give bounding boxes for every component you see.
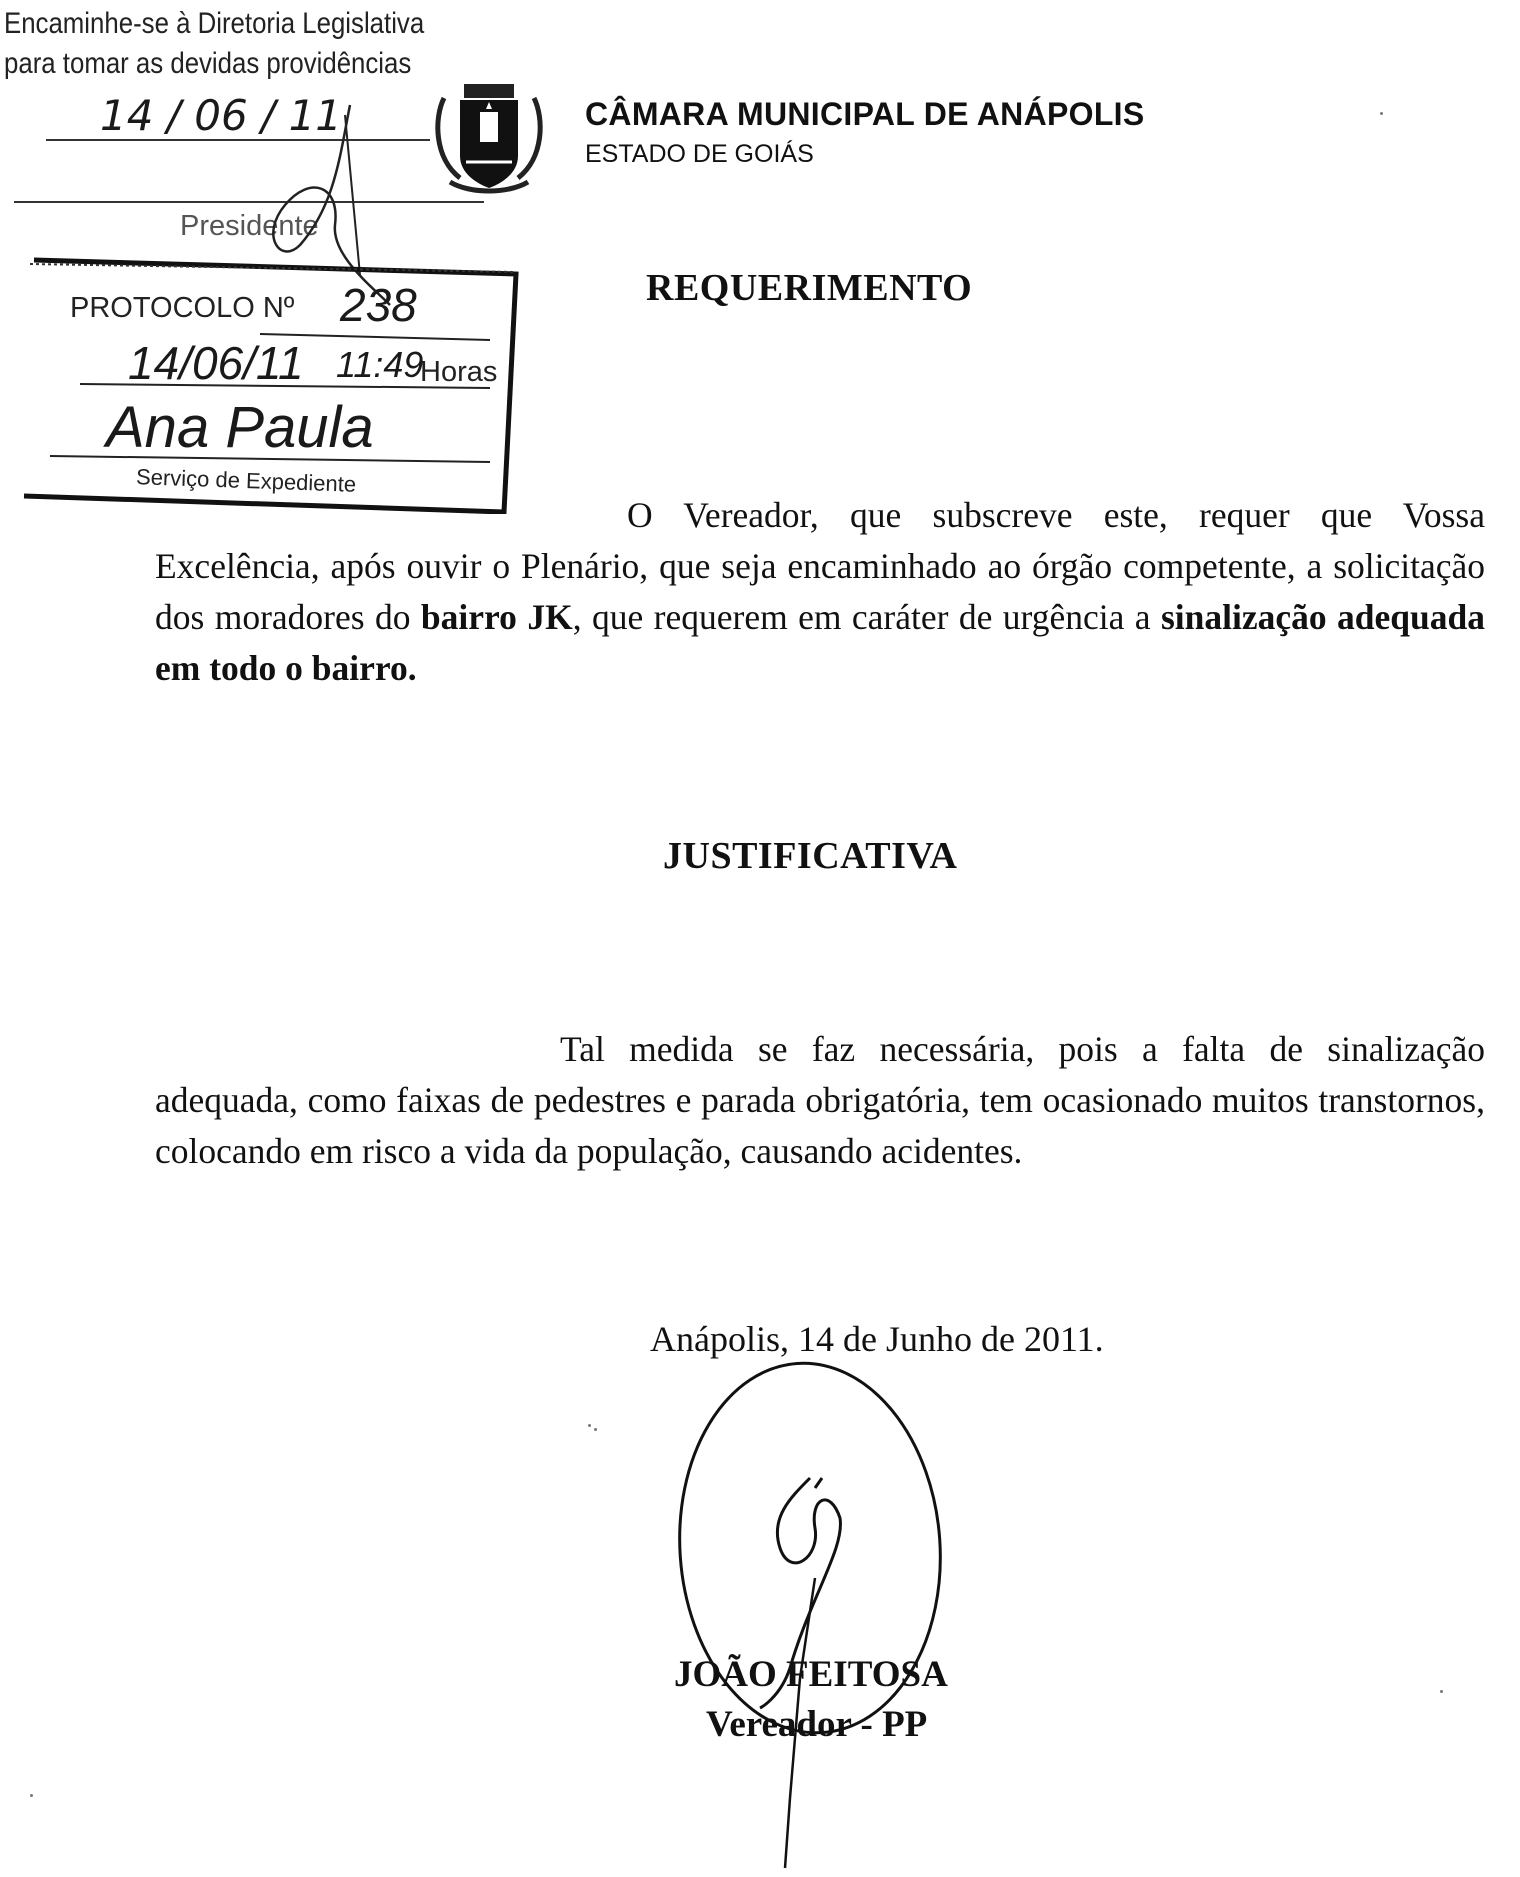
protocol-label: PROTOCOLO Nº: [70, 292, 295, 324]
scan-speck: [594, 1428, 597, 1431]
scan-speck: [588, 1424, 591, 1427]
request-bold-neighborhood: bairro JK: [420, 597, 573, 637]
org-state: ESTADO DE GOIÁS: [585, 140, 814, 168]
office-label: Serviço de Expediente: [135, 464, 357, 497]
forwarding-note: [4, 4, 424, 84]
protocol-date: 14/06/11: [128, 337, 304, 389]
hours-label: Horas: [420, 356, 498, 388]
forwarding-note-line2: para tomar as devidas providências: [4, 47, 412, 80]
scan-speck: [1380, 112, 1383, 115]
request-bold-signage: sinalização adequada em todo o bairro.: [155, 597, 1485, 688]
signer-signature: [640, 1348, 1020, 1872]
request-text-2: , que requerem em caráter de urgência a: [572, 597, 1161, 637]
protocol-stamp: [20, 256, 520, 514]
handwritten-date: 14 / 06 / 11: [100, 91, 343, 140]
request-paragraph: [155, 490, 1485, 694]
signer-role: Vereador - PP: [706, 1704, 928, 1745]
org-name: CÂMARA MUNICIPAL DE ANÁPOLIS: [585, 96, 1145, 132]
justification-paragraph: Tal medida se faz necessária, pois a falta de sinalização adequada, como faixas de pedestres e parada obrigatória, tem ocasionado muitos transtornos, colocando em risco a vida da população, causando acidentes.: [155, 1029, 1485, 1171]
municipal-coat-of-arms-icon: [430, 78, 548, 196]
forwarding-note-line1: Encaminhe-se à Diretoria Legislativa: [4, 7, 425, 40]
justification-title: JUSTIFICATIVA: [663, 835, 958, 877]
president-label: Presidente: [180, 210, 319, 242]
protocol-number: 238: [340, 279, 417, 331]
signer-name: JOÃO FEITOSA: [674, 1654, 948, 1695]
scan-speck: [30, 1794, 33, 1797]
document-title: REQUERIMENTO: [646, 267, 973, 309]
request-text-1: O Vereador, que subscreve este, requer que Vossa Excelência, após ouvir o Plenário, que seja encaminhado ao órgão competente, a solicitação dos moradores do: [155, 495, 1485, 637]
protocol-time: 11:49: [336, 344, 424, 385]
place-date: Anápolis, 14 de Junho de 2011.: [650, 1319, 1104, 1359]
stamp-signature: Ana Paula: [106, 395, 374, 460]
scan-speck: [1440, 1690, 1443, 1693]
